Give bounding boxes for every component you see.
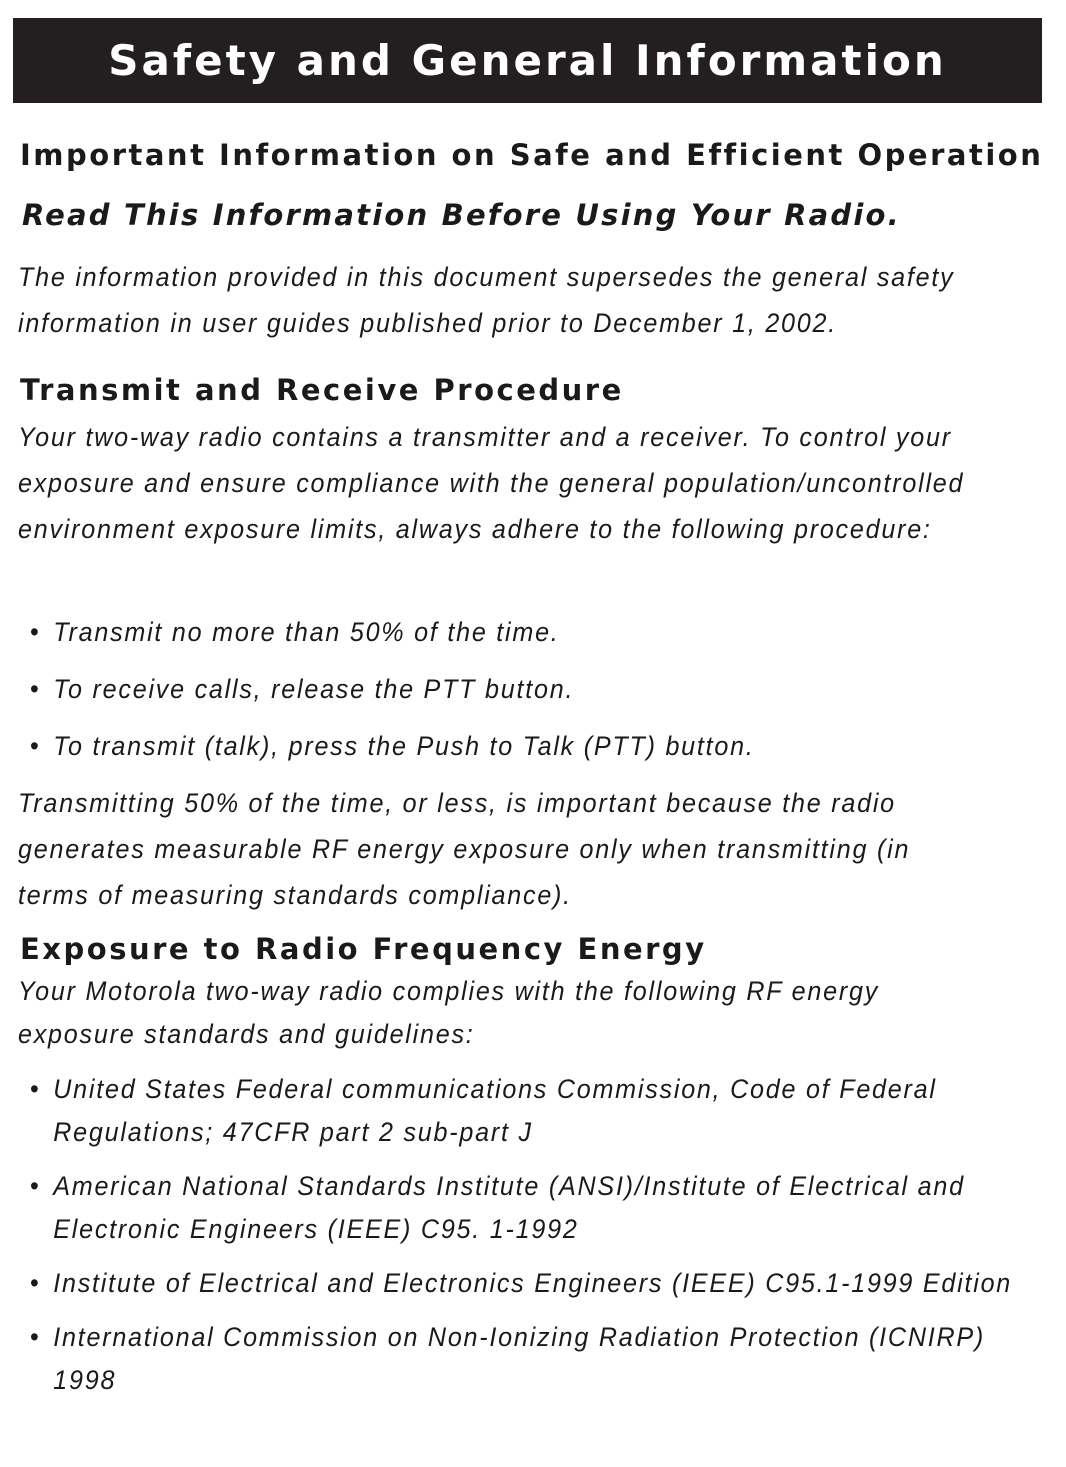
heading-rf-exposure: Exposure to Radio Frequency Energy	[20, 932, 707, 966]
list-item-text: United States Federal communications Commission, Code of Federal Regulations; 47CFR part 2 sub-part J	[53, 1074, 937, 1147]
bullet-icon: •	[30, 731, 41, 761]
list-item-text: International Commission on Non-Ionizing Radiation Protection (ICNIRP) 1998	[53, 1322, 986, 1395]
bullet-icon: •	[30, 617, 41, 647]
list-item	[30, 1165, 1030, 1251]
exposure-standards-list	[30, 1068, 1040, 1413]
list-item	[30, 1262, 1030, 1305]
heading-transmit-receive: Transmit and Receive Procedure	[20, 373, 624, 407]
transmit-paragraph: Your two-way radio contains a transmitter and a receiver. To control your exposure and ensure compliance with the general population/uncontrolled environment exposure limits, always adhere to the following procedure:	[18, 422, 965, 544]
list-item	[30, 604, 969, 661]
transmit-procedure-list	[30, 604, 1040, 775]
bullet-icon: •	[30, 1268, 41, 1298]
list-item-text: To receive calls, release the PTT button.	[53, 674, 575, 704]
list-item	[30, 1316, 1030, 1402]
list-item-text: To transmit (talk), press the Push to Talk (PTT) button.	[53, 731, 755, 761]
list-item	[30, 1068, 1030, 1154]
bullet-icon: •	[30, 1074, 41, 1104]
list-item	[30, 661, 969, 718]
list-item	[30, 718, 969, 775]
exposure-paragraph: Your Motorola two-way radio complies with the following RF energy exposure standards and guidelines:	[18, 976, 880, 1049]
title-banner	[13, 18, 1042, 103]
bullet-icon: •	[30, 1171, 41, 1201]
bullet-icon: •	[30, 674, 41, 704]
transmit-closing-paragraph: Transmitting 50% of the time, or less, is important because the radio generates measurable RF energy exposure only when transmitting (in terms of measuring standards compliance).	[18, 788, 911, 910]
list-item-text: Transmit no more than 50% of the time.	[53, 617, 560, 647]
bullet-icon: •	[30, 1322, 41, 1352]
page-title: Safety and General Information	[108, 36, 947, 85]
subheading-read-before-use: Read This Information Before Using Your Radio.	[22, 198, 901, 232]
list-item-text: Institute of Electrical and Electronics Engineers (IEEE) C95.1-1999 Edition	[53, 1268, 1013, 1298]
heading-important-information: Important Information on Safe and Efficient Operation	[20, 138, 1044, 172]
list-item-text: American National Standards Institute (ANSI)/Institute of Electrical and Electronic Engineers (IEEE) C95. 1-1992	[53, 1171, 965, 1244]
intro-paragraph: The information provided in this document supersedes the general safety information in user guides published prior to December 1, 2002.	[18, 262, 955, 338]
